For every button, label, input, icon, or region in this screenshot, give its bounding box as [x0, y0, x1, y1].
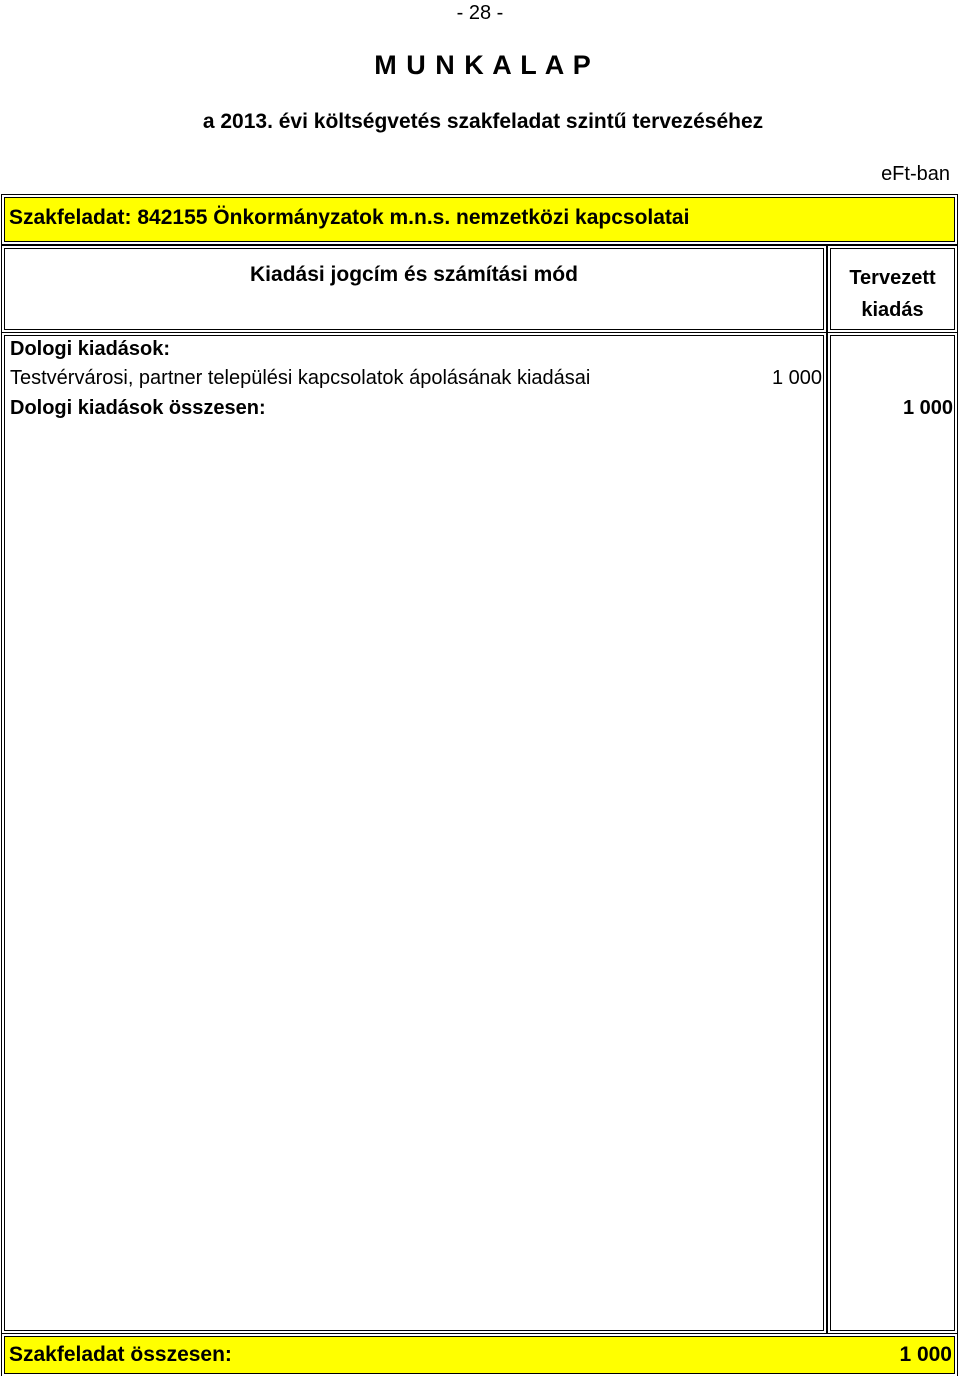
page-number: - 28 - [456, 2, 504, 24]
column-header-planned [830, 248, 955, 330]
grand-total-bar [4, 1336, 955, 1374]
grand-total-value: 1 000 [899, 1343, 952, 1366]
column-header-planned-line2: kiadás [861, 299, 924, 321]
column-header-description [4, 248, 824, 330]
document-subtitle: a 2013. évi költségvetés szakfeladat szintű tervezéséhez [202, 110, 764, 133]
task-code-bar [4, 197, 955, 242]
table-body-description-column [4, 335, 824, 1331]
expense-item-value: 1 000 [771, 367, 822, 389]
column-header-planned-label [831, 262, 954, 326]
currency-unit-note: eFt-ban [881, 163, 950, 185]
column-header-description-label: Kiadási jogcím és számítási mód [250, 263, 578, 286]
section-total-value: 1 000 [902, 397, 953, 419]
task-code-label: Szakfeladat: 842155 Önkormányzatok m.n.s. nemzetközi kapcsolatai [9, 206, 690, 229]
column-header-planned-line1: Tervezett [849, 267, 936, 289]
grand-total-label: Szakfeladat összesen: [9, 1343, 232, 1366]
document-title: M U N K A L A P [374, 50, 592, 80]
section-total-label: Dologi kiadások összesen: [10, 397, 266, 419]
table-body-amount-column [830, 335, 955, 1331]
section-heading: Dologi kiadások: [10, 338, 171, 360]
expense-item-label: Testvérvárosi, partner települési kapcsolatok ápolásának kiadásai [10, 367, 591, 389]
